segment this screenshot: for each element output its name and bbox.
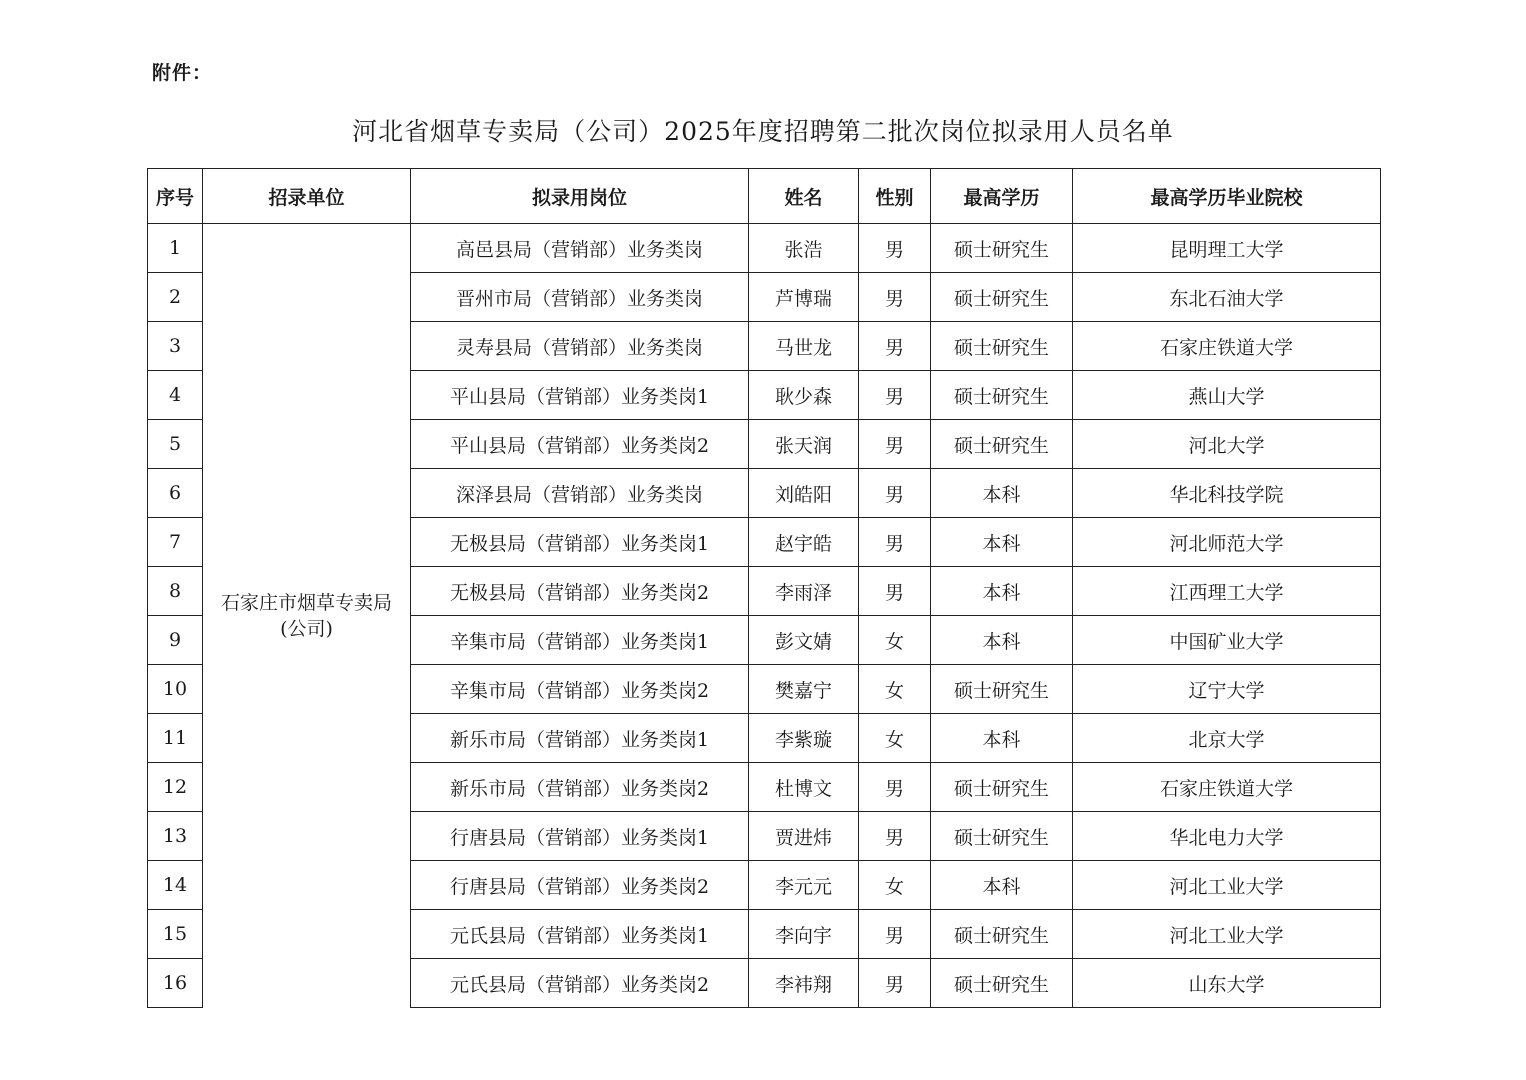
header-school: 最高学历毕业院校 [1073, 169, 1381, 224]
cell-position: 无极县局（营销部）业务类岗1 [411, 518, 749, 567]
cell-seq: 15 [148, 910, 203, 959]
cell-education: 硕士研究生 [931, 665, 1073, 714]
cell-education: 硕士研究生 [931, 273, 1073, 322]
cell-education: 硕士研究生 [931, 224, 1073, 273]
cell-school: 昆明理工大学 [1073, 224, 1381, 273]
cell-school: 河北师范大学 [1073, 518, 1381, 567]
cell-gender: 男 [859, 763, 931, 812]
cell-education: 硕士研究生 [931, 420, 1073, 469]
hiring-roster-table [147, 168, 1381, 1008]
cell-name: 贾进炜 [749, 812, 859, 861]
cell-seq: 6 [148, 469, 203, 518]
cell-school: 山东大学 [1073, 959, 1381, 1008]
cell-seq: 1 [148, 224, 203, 273]
cell-position: 元氏县局（营销部）业务类岗1 [411, 910, 749, 959]
cell-seq: 13 [148, 812, 203, 861]
cell-gender: 男 [859, 469, 931, 518]
cell-position: 行唐县局（营销部）业务类岗1 [411, 812, 749, 861]
cell-education: 本科 [931, 567, 1073, 616]
cell-position: 灵寿县局（营销部）业务类岗 [411, 322, 749, 371]
cell-gender: 女 [859, 861, 931, 910]
cell-gender: 女 [859, 616, 931, 665]
cell-seq: 5 [148, 420, 203, 469]
cell-education: 本科 [931, 518, 1073, 567]
cell-gender: 男 [859, 518, 931, 567]
cell-position: 平山县局（营销部）业务类岗2 [411, 420, 749, 469]
cell-seq: 10 [148, 665, 203, 714]
cell-position: 无极县局（营销部）业务类岗2 [411, 567, 749, 616]
cell-gender: 男 [859, 910, 931, 959]
cell-seq: 16 [148, 959, 203, 1008]
table-body [148, 224, 1381, 1008]
cell-name: 张浩 [749, 224, 859, 273]
cell-seq: 2 [148, 273, 203, 322]
cell-name: 耿少森 [749, 371, 859, 420]
cell-position: 深泽县局（营销部）业务类岗 [411, 469, 749, 518]
cell-name: 芦博瑞 [749, 273, 859, 322]
cell-name: 马世龙 [749, 322, 859, 371]
cell-education: 本科 [931, 714, 1073, 763]
cell-school: 华北科技学院 [1073, 469, 1381, 518]
cell-school: 华北电力大学 [1073, 812, 1381, 861]
cell-gender: 男 [859, 812, 931, 861]
cell-seq: 14 [148, 861, 203, 910]
cell-position: 新乐市局（营销部）业务类岗1 [411, 714, 749, 763]
cell-school: 燕山大学 [1073, 371, 1381, 420]
cell-name: 李紫璇 [749, 714, 859, 763]
cell-gender: 男 [859, 959, 931, 1008]
cell-gender: 男 [859, 420, 931, 469]
cell-school: 江西理工大学 [1073, 567, 1381, 616]
cell-school: 东北石油大学 [1073, 273, 1381, 322]
cell-seq: 8 [148, 567, 203, 616]
header-unit: 招录单位 [203, 169, 411, 224]
unit-name-line2: (公司) [280, 617, 333, 640]
cell-gender: 男 [859, 273, 931, 322]
cell-school: 河北大学 [1073, 420, 1381, 469]
cell-name: 樊嘉宁 [749, 665, 859, 714]
document-title: 河北省烟草专卖局（公司）2025年度招聘第二批次岗位拟录用人员名单 [352, 117, 1174, 146]
cell-school: 北京大学 [1073, 714, 1381, 763]
unit-name-line1: 石家庄市烟草专卖局 [220, 591, 392, 614]
cell-school: 石家庄铁道大学 [1073, 322, 1381, 371]
header-name: 姓名 [749, 169, 859, 224]
cell-seq: 9 [148, 616, 203, 665]
cell-seq: 12 [148, 763, 203, 812]
cell-seq: 11 [148, 714, 203, 763]
cell-position: 高邑县局（营销部）业务类岗 [411, 224, 749, 273]
cell-name: 赵宇皓 [749, 518, 859, 567]
cell-gender: 男 [859, 567, 931, 616]
cell-school: 河北工业大学 [1073, 861, 1381, 910]
cell-position: 平山县局（营销部）业务类岗1 [411, 371, 749, 420]
cell-position: 辛集市局（营销部）业务类岗1 [411, 616, 749, 665]
cell-education: 硕士研究生 [931, 322, 1073, 371]
table-header-row [148, 169, 1381, 224]
cell-gender: 男 [859, 322, 931, 371]
cell-position: 元氏县局（营销部）业务类岗2 [411, 959, 749, 1008]
cell-position: 行唐县局（营销部）业务类岗2 [411, 861, 749, 910]
cell-education: 本科 [931, 469, 1073, 518]
header-position: 拟录用岗位 [411, 169, 749, 224]
cell-gender: 男 [859, 224, 931, 273]
cell-name: 李雨泽 [749, 567, 859, 616]
cell-name: 杜博文 [749, 763, 859, 812]
cell-school: 河北工业大学 [1073, 910, 1381, 959]
header-gender: 性别 [859, 169, 931, 224]
cell-gender: 男 [859, 371, 931, 420]
cell-name: 彭文婧 [749, 616, 859, 665]
cell-gender: 女 [859, 665, 931, 714]
recruiting-unit-cell [203, 224, 411, 1008]
cell-position: 辛集市局（营销部）业务类岗2 [411, 665, 749, 714]
cell-education: 硕士研究生 [931, 371, 1073, 420]
cell-education: 本科 [931, 616, 1073, 665]
cell-school: 中国矿业大学 [1073, 616, 1381, 665]
cell-seq: 3 [148, 322, 203, 371]
cell-position: 晋州市局（营销部）业务类岗 [411, 273, 749, 322]
cell-school: 石家庄铁道大学 [1073, 763, 1381, 812]
cell-school: 辽宁大学 [1073, 665, 1381, 714]
cell-education: 硕士研究生 [931, 959, 1073, 1008]
cell-name: 李元元 [749, 861, 859, 910]
cell-position: 新乐市局（营销部）业务类岗2 [411, 763, 749, 812]
table-row [148, 224, 1381, 273]
cell-name: 刘皓阳 [749, 469, 859, 518]
attachment-label: 附件： [152, 62, 213, 84]
cell-seq: 4 [148, 371, 203, 420]
cell-education: 硕士研究生 [931, 812, 1073, 861]
cell-education: 硕士研究生 [931, 763, 1073, 812]
cell-education: 硕士研究生 [931, 910, 1073, 959]
cell-name: 张天润 [749, 420, 859, 469]
cell-name: 李向宇 [749, 910, 859, 959]
header-education: 最高学历 [931, 169, 1073, 224]
cell-education: 本科 [931, 861, 1073, 910]
cell-name: 李袆翔 [749, 959, 859, 1008]
cell-gender: 女 [859, 714, 931, 763]
cell-seq: 7 [148, 518, 203, 567]
header-seq: 序号 [148, 169, 203, 224]
